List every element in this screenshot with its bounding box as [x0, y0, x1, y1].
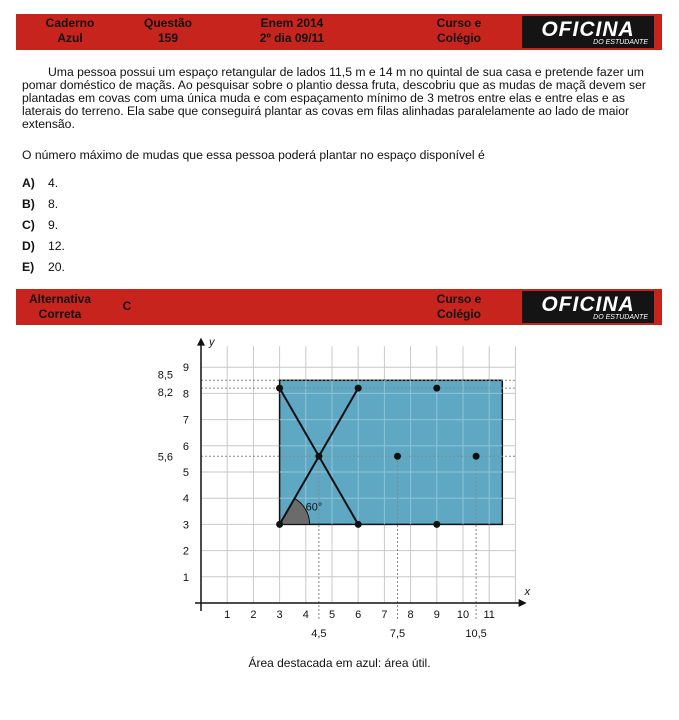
x-tick-label: 6: [355, 609, 362, 621]
x-tick-label: 8: [407, 609, 414, 621]
option-text: 8.: [48, 197, 59, 211]
y-mark-label: 5,6: [157, 451, 173, 464]
plant-point: [433, 521, 440, 528]
logo-text: OFICINA: [541, 293, 635, 316]
option-letter: C): [22, 218, 35, 232]
plant-point: [473, 453, 480, 460]
x-mark-label: 7,5: [389, 628, 406, 640]
question-prompt: O número máximo de mudas que essa pessoa poderá plantar no espaço disponível é: [22, 148, 485, 162]
option-letter: D): [22, 239, 35, 253]
y-tick-label: 7: [182, 414, 189, 427]
x-axis-label: x: [524, 586, 531, 598]
logo-text: OFICINA: [541, 18, 635, 41]
answer-label-line1: Alternativa: [28, 292, 92, 306]
logo-subtext: DO ESTUDANTE: [593, 314, 648, 321]
y-tick-label: 1: [182, 571, 189, 584]
angle-label: 60°: [305, 501, 323, 514]
exam-label: Enem 2014: [260, 16, 324, 30]
option-letter: B): [22, 197, 35, 211]
x-tick-label: 1: [224, 609, 231, 621]
x-mark-label: 10,5: [465, 628, 487, 640]
option-text: 12.: [48, 239, 65, 253]
y-tick-label: 9: [182, 362, 189, 375]
answer-curso-line2: Colégio: [437, 307, 481, 321]
x-tick-label: 7: [381, 609, 388, 621]
y-axis-arrow: [197, 338, 205, 346]
plant-point: [394, 453, 401, 460]
x-tick-label: 5: [328, 609, 336, 621]
curso-line2: Colégio: [437, 31, 481, 45]
questao-label: Questão: [143, 16, 192, 30]
caderno-label: Caderno: [45, 16, 95, 30]
plant-point: [276, 521, 283, 528]
y-tick-label: 6: [182, 440, 189, 453]
x-tick-label: 4: [302, 609, 309, 621]
x-mark-label: 4,5: [311, 628, 327, 640]
answer-value: C: [122, 299, 132, 313]
y-axis-label: y: [209, 336, 215, 349]
answer-curso-line1: Curso e: [436, 292, 482, 306]
y-mark-label: 8,5: [157, 369, 173, 382]
y-tick-label: 3: [182, 519, 189, 532]
x-tick-label: 11: [483, 609, 495, 621]
figure-caption: Área destacada em azul: área útil.: [248, 656, 431, 670]
x-tick-label: 10: [456, 609, 470, 621]
plant-point: [355, 521, 362, 528]
plant-point: [276, 385, 283, 392]
y-tick-label: 8: [182, 388, 189, 401]
y-mark-label: 8,2: [157, 387, 173, 400]
plant-point: [433, 385, 440, 392]
option-text: 9.: [48, 218, 59, 232]
logo-subtext: DO ESTUDANTE: [593, 39, 648, 46]
exam-day: 2º dia 09/11: [259, 31, 325, 45]
questao-value: 159: [157, 31, 179, 45]
question-statement: Uma pessoa possui um espaço retangular de lados 11,5 m e 14 m no quintal de sua casa e pretende fazer um pomar doméstico de maçãs. Ao pesquisar sobre o plantio dessa fruta, descobriu que as mudas de maçã devem ser plantadas em covas com uma única muda e com espaçamento mínimo de 3 metros entre elas e entre elas e as laterais do terreno. Ela sabe que conseguirá plantar as covas em filas alinhadas paralelamente ao lado de maior extensão.: [22, 65, 646, 131]
option-letter: A): [22, 176, 35, 190]
y-tick-label: 4: [182, 493, 189, 506]
plant-point: [355, 385, 362, 392]
x-tick-label: 2: [250, 609, 257, 621]
x-tick-label: 3: [276, 609, 283, 621]
y-tick-label: 5: [182, 467, 189, 479]
option-text: 4.: [48, 176, 59, 190]
y-tick-label: 2: [182, 545, 189, 558]
caderno-value: Azul: [57, 31, 83, 45]
curso-line1: Curso e: [436, 16, 482, 30]
x-axis-arrow: [519, 599, 527, 607]
plant-point: [315, 453, 322, 460]
answer-label-line2: Correta: [38, 307, 82, 321]
option-text: 20.: [48, 260, 65, 274]
x-tick-label: 9: [433, 609, 440, 621]
option-letter: E): [22, 260, 35, 274]
